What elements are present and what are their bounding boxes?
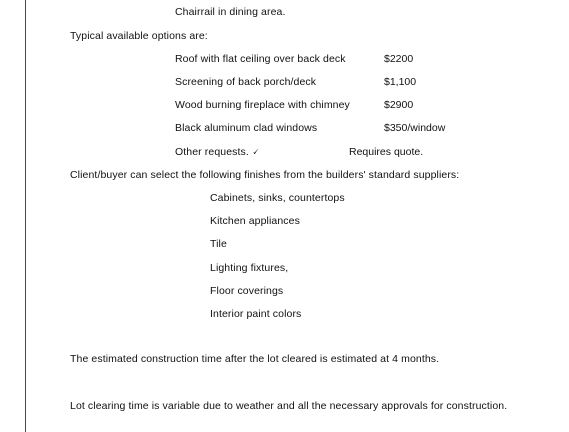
options-heading: Typical available options are: xyxy=(70,30,208,42)
finish-item-lighting: Lighting fixtures, xyxy=(210,262,289,274)
option-label-fireplace: Wood burning fireplace with chimney xyxy=(175,99,350,111)
option-label-other: Other requests. 🗸 xyxy=(175,146,260,158)
option-price-screening: $1,100 xyxy=(384,76,417,88)
option-price-fireplace: $2900 xyxy=(384,99,414,111)
construction-time-paragraph: The estimated construction time after the lot cleared is estimated at 4 months. xyxy=(70,353,440,365)
chairrail-line: Chairrail in dining area. xyxy=(175,6,286,18)
option-price-roof: $2200 xyxy=(384,53,414,65)
option-price-other: Requires quote. xyxy=(349,146,424,158)
option-label-windows: Black aluminum clad windows xyxy=(175,122,318,134)
option-label-screening: Screening of back porch/deck xyxy=(175,76,317,88)
finish-item-floor: Floor coverings xyxy=(210,285,284,297)
finish-item-paint: Interior paint colors xyxy=(210,308,302,320)
finish-item-tile: Tile xyxy=(210,238,227,250)
option-price-windows: $350/window xyxy=(384,122,446,134)
finishes-heading: Client/buyer can select the following finishes from the builders' standard suppliers: xyxy=(70,169,460,181)
finish-item-appliances: Kitchen appliances xyxy=(210,215,300,227)
option-label-roof: Roof with flat ceiling over back deck xyxy=(175,53,346,65)
finish-item-cabinets: Cabinets, sinks, countertops xyxy=(210,192,345,204)
lot-clearing-paragraph: Lot clearing time is variable due to weather and all the necessary approvals for construction. xyxy=(70,400,508,412)
